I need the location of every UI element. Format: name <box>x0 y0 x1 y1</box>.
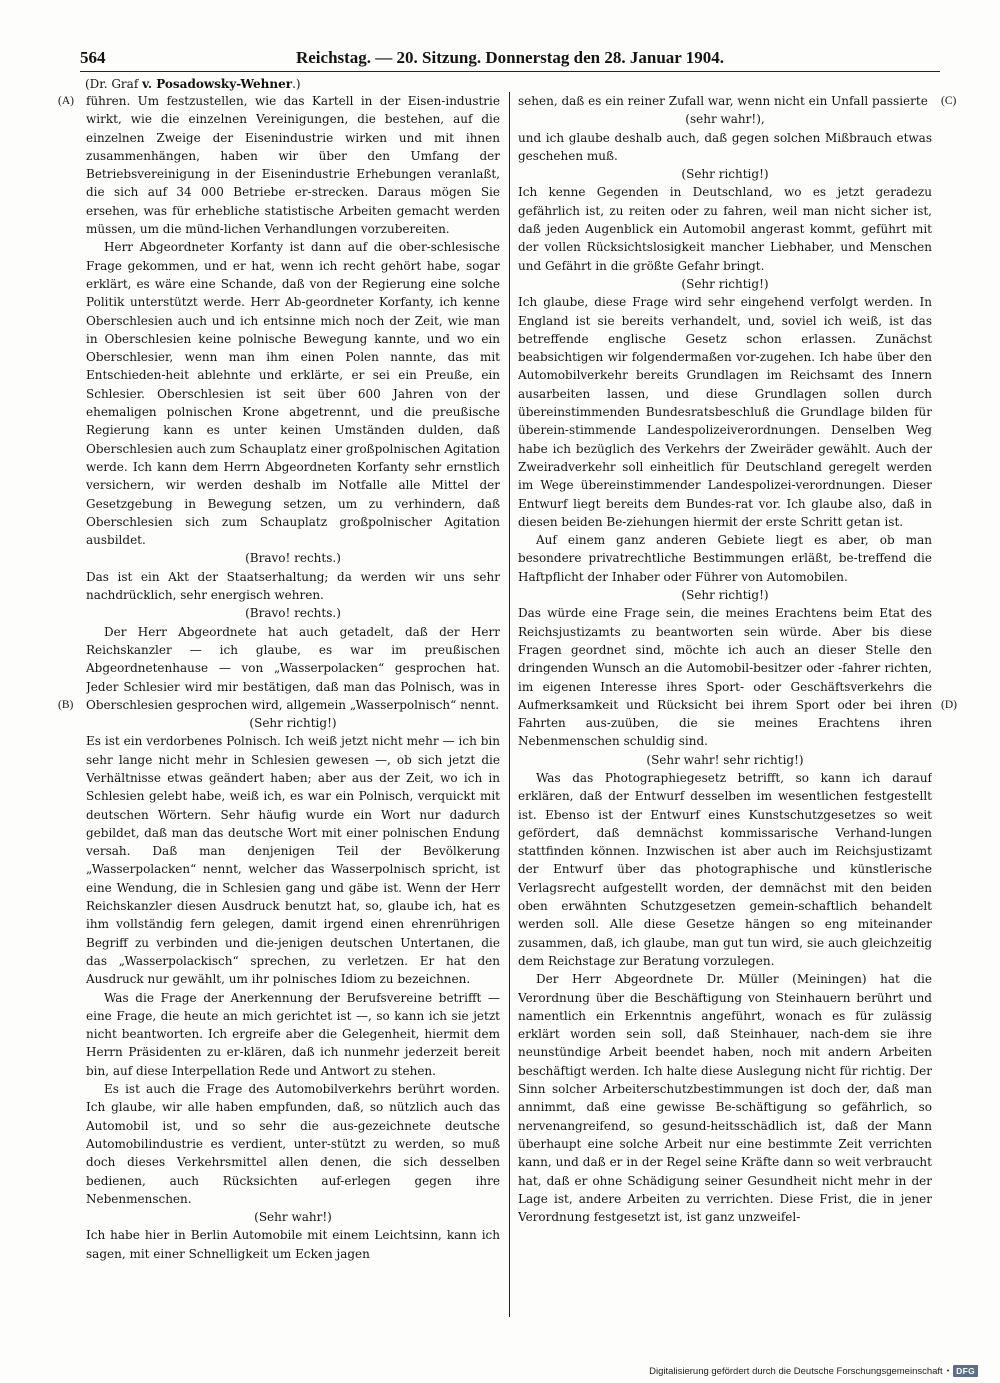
paragraph: Das würde eine Frage sein, die meines Erachtens beim Etat des Reichsjustizamts zu beantworten sein würde. Aber bis diese Fragen geordnet sind, möchte ich auch an dieser Stelle den dringenden Wunsch an die Automobil-besitzer oder -fahrer richten, im eigenen Interesse ihres Sport- oder Geschäftsverkehrs die Aufmerksamkeit und Rücksicht bei ihrem Sport oder bei ihren Fahrten aus-zuüben, die sie meines Erachtens ihren Nebenmenschen schuldig sind. <box>518 606 932 749</box>
paragraph: Das ist ein Akt der Staatserhaltung; da werden wir uns sehr nachdrücklich, sehr energisch wehren. <box>86 569 500 603</box>
margin-mark-d: (D) <box>941 699 957 711</box>
interjection: (Bravo! rechts.) <box>245 606 341 621</box>
paragraph: Es ist auch die Frage des Automobilverkehrs berührt worden. Ich glaube, wir alle haben empfunden, daß, so nützlich auch das Automobil ist, und so sehr die aus-gezeichnete deutsche Automobilindustrie es verdient, unter-stützt zu werden, so muß doch dieses Verkehrsmittel allen denen, die sich desselben bedienen, auch Rücksichten auf-erlegen gegen ihre Nebenmenschen. <box>86 1082 500 1206</box>
interjection: (Sehr richtig!) <box>681 167 769 182</box>
paragraph: Der Herr Abgeordnete Dr. Müller (Meiningen) hat die Verordnung über die Beschäftigung von Steinhauern berührt und namentlich ein Erkenntnis angeführt, wonach es für zulässig erklärt worden sein soll, daß Steinhauer, nach-dem sie ihre neunstündige Arbeit beendet haben, noch mit andern Arbeiten beschäftigt werden. Ich halte diese Auslegung nicht für richtig. Der Sinn solcher Arbeiterschutzbestimmungen ist doch der, daß man annimmt, daß eine gewisse Be-schäftigung so gefährlich, so nervenangreifend, so gesund-heitsschädlich ist, daß der Mann überhaupt eine solche Arbeit nur eine bestimmte Zeit verrichten kann, und daß er in der Regel seine Kräfte dann so weit verbraucht hat, daß er ohne Schädigung seiner Gesundheit nicht mehr in der Lage ist, andere Arbeiten zu verrichten. Diese Frist, die in jener Verordnung festgesetzt ist, ist ganz unzweifel- <box>518 972 932 1225</box>
footer-separator: • <box>946 1367 950 1375</box>
column-divider <box>509 92 510 1317</box>
footer-credit <box>649 1364 978 1378</box>
paragraph: Der Herr Abgeordnete hat auch getadelt, daß der Herr Reichskanzler — ich glaube, es war im preußischen Abgeordnetenhause — von „Wasserpolacken“ gesprochen hat. Jeder Schlesier wird mir bestätigen, daß man das Polnisch, was in Oberschlesien gesprochen wird, allgemein „Wasserpolnisch“ nennt. <box>86 624 500 712</box>
dfg-logo: DFG <box>953 1365 978 1377</box>
margin-mark-c: (C) <box>941 95 957 107</box>
running-title: Reichstag. — 20. Sitzung. Donnerstag den 28. Januar 1904. <box>295 48 725 67</box>
speaker-name: v. Posadowsky-Wehner <box>142 77 293 91</box>
paragraph: sehen, daß es ein reiner Zufall war, wenn nicht ein Unfall passierte <box>518 94 928 108</box>
left-column <box>86 92 500 1322</box>
interjection: (Sehr wahr! sehr richtig!) <box>646 752 804 767</box>
interjection: (Sehr richtig!) <box>681 588 769 603</box>
paragraph: Ich kenne Gegenden in Deutschland, wo es jetzt geradezu gefährlich ist, zu reiten oder zu fahren, weil man nicht sicher ist, daß jeden Augenblick ein Automobil angerast kommt, geführt mit der vollen Rücksichtslosigkeit mancher Liebhaber, und Menschen und Gefährt in die größte Gefahr bringt. <box>518 185 932 273</box>
right-column <box>518 92 932 1322</box>
paragraph: Ich glaube, diese Frage wird sehr eingehend verfolgt werden. In England ist sie bereits verhandelt, und, soviel ich weiß, ist das betreffende englische Gesetz schon erlassen. Zunächst beabsichtigen wir folgendermaßen vor-zugehen. Ich habe über den Automobilverkehr bereits Grundlagen im Reichsamt des Innern ausarbeiten lassen, und diese Grundlagen sollen durch übereinstimmenden Bundesratsbeschluß die Grundlage bilden für überein-stimmende Landespolizeiverordnungen. Denselben Weg habe ich bezüglich des Verkehrs der Zweiräder gewählt. Auch der Zweiradverkehr soll einheitlich für Deutschland geregelt werden im Wege übereinstimmender Landespolizei-verordnungen. Dieser Entwurf liegt bereits dem Bundes-rat vor. Ich glaube also, daß in diesen beiden Be-ziehungen hiermit der erste Schritt getan ist. <box>518 295 932 529</box>
paragraph: Es ist ein verdorbenes Polnisch. Ich weiß jetzt nicht mehr — ich bin sehr lange nicht mehr in Schlesien gewesen —, ob sich jetzt die Verhältnisse etwas geändert haben; aber aus der Zeit, wo ich in Schlesien gelebt habe, weiß ich, es war ein Polnisch, verquickt mit deutschen Wörtern. Sehr häufig wurde ein Wort nur dadurch gebildet, daß man das deutsche Wort mit einer polnischen Endung versah. Daß man denjenigen Teil der Bevölkerung „Wasserpolacken“ nennt, welcher das Wasserpolnisch spricht, ist eine Wendung, die in Schlesien gang und gäbe ist. Wenn der Herr Reichskanzler diesen Ausdruck benutzt hat, so, glaube ich, hat es ihm vollständig fern gelegen, damit irgend einen ehrenrührigen Begriff zu verbinden und die-jenigen deutschen Untertanen, die das „Wasserpolackisch“ sprechen, zu verletzen. Er hat den Ausdruck nur gewählt, um ihr polnisches Idiom zu bezeichnen. <box>86 734 500 987</box>
header-rule <box>80 71 940 72</box>
interjection: (sehr wahr!), <box>685 112 765 127</box>
footer-text: Digitalisierung gefördert durch die Deutsche Forschungsgemeinschaft <box>649 1365 943 1377</box>
page-number: 564 <box>80 48 106 67</box>
paragraph: und ich glaube deshalb auch, daß gegen solchen Mißbrauch etwas geschehen muß. <box>518 130 932 163</box>
paragraph: Auf einem ganz anderen Gebiete liegt es aber, ob man besondere privatrechtliche Bestimmungen erläßt, be-treffend die Haftpflicht der Inhaber oder Führer von Automobilen. <box>518 533 932 584</box>
paragraph: Herr Abgeordneter Korfanty ist dann auf die ober-schlesische Frage gekommen, und er hat, wenn ich recht gehört habe, sogar erklärt, es wäre eine Schande, daß von der Regierung eine solche Politik unterstützt werde. Herr Ab-geordneter Korfanty, ich kenne Oberschlesien auch und ich entsinne mich noch der Zeit, wie man in Oberschlesien keine polnische Bewegung kannte, und wo ein Oberschlesier, wenn man ihm einen Polen nannte, das mit Entschieden-heit ablehnte und erklärte, er sei ein Preuße, ein Schlesier. Oberschlesien ist seit über 600 Jahren von der ehemaligen polnischen Krone abgetrennt, und die preußische Regierung kann es unter keinen Umständen dulden, daß Oberschlesien auch zum Schauplatz einer großpolnischen Agitation werde. Ich kann dem Herrn Abgeordneten Korfanty sehr ernstlich versichern, wir werden deshalb im Notfalle alle Mittel der Gesetzgebung in Bewegung setzen, um zu verhindern, daß Oberschlesien sich zum Schauplatz großpolnischer Agitation ausbildet. <box>86 240 500 548</box>
speaker-prefix: (Dr. Graf <box>85 77 143 91</box>
margin-mark-b: (B) <box>58 699 74 711</box>
margin-mark-a: (A) <box>58 95 74 107</box>
interjection: (Sehr wahr!) <box>254 1210 332 1225</box>
paragraph: Was das Photographiegesetz betrifft, so kann ich darauf erklären, daß der Entwurf desselben im wesentlichen festgestellt ist. Ebenso ist der Entwurf eines Kunstschutzgesetzes so weit gefördert, daß demnächst kommissarische Verhand-lungen stattfinden können. Inzwischen ist aber auch im Reichsjustizamt der Entwurf über das photographische und künstlerische Verlagsrecht aufgestellt worden, der demnächst mit den beiden oben erwähnten Schutzgesetzen gemein-schaftlich behandelt werden soll. Alle diese Gesetze hängen so eng miteinander zusammen, daß, ich glaube, man gut tun wird, sie auch gleichzeitig dem Reichstage zur Beratung vorzulegen. <box>518 770 932 968</box>
interjection: (Bravo! rechts.) <box>245 551 341 566</box>
interjection: (Sehr richtig!) <box>249 716 337 731</box>
interjection: (Sehr richtig!) <box>681 276 769 291</box>
speaker-note <box>85 75 301 93</box>
running-header <box>80 47 940 69</box>
paragraph: Was die Frage der Anerkennung der Berufsvereine betrifft — eine Frage, die heute an mich gerichtet ist —, so kann ich sie jetzt nicht beantworten. Ich ergreife aber die Gelegenheit, hiermit dem Herrn Präsidenten zu er-klären, daß ich nunmehr jederzeit bereit bin, auf diese Interpellation Rede und Antwort zu stehen. <box>86 990 500 1078</box>
speaker-suffix: .) <box>292 77 301 91</box>
paragraph: führen. Um festzustellen, wie das Kartell in der Eisen-industrie wirkt, wie die einzelnen Vereinigungen, die bestehen, auf die einzelnen Zweige der Eisenindustrie wirken und mit ihnen zusammenhängen, haben wir über den Umfang der Betriebsvereinigung in der Eisenindustrie Erhebungen veranlaßt, die sich auf 34 000 Betriebe er-strecken. Daraus mögen Sie ersehen, was für erhebliche statistische Arbeiten gemacht werden müssen, um die münd-lichen Verhandlungen vorzubereiten. <box>86 94 500 237</box>
paragraph: Ich habe hier in Berlin Automobile mit einem Leichtsinn, kann ich sagen, mit einer Schnelligkeit um Ecken jagen <box>86 1228 500 1261</box>
